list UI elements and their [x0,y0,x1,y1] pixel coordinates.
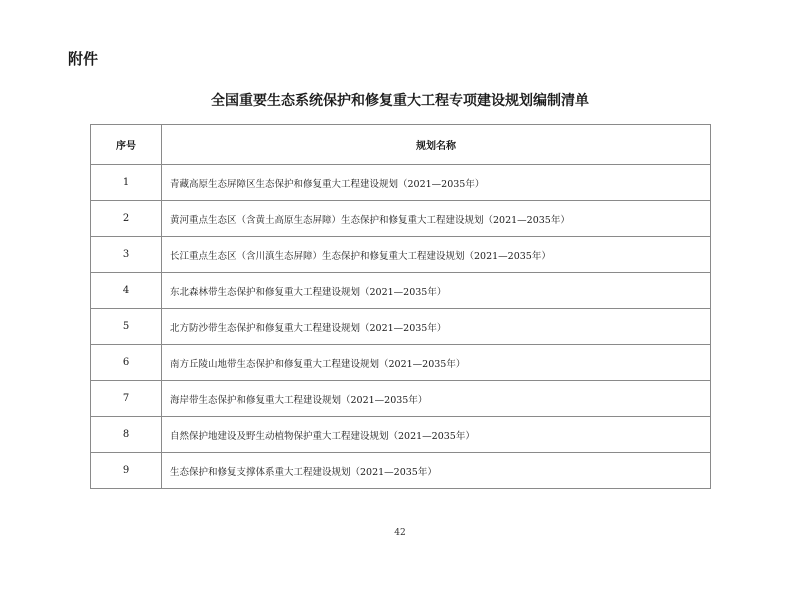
row-plan-name: 长江重点生态区（含川滇生态屏障）生态保护和修复重大工程建设规划（2021—2035年） [162,237,711,273]
table-row [91,345,711,381]
table-row [91,309,711,345]
table-row [91,165,711,201]
header-plan-name: 规划名称 [162,125,711,165]
table-header-row [91,125,711,165]
table-row [91,237,711,273]
row-plan-name: 东北森林带生态保护和修复重大工程建设规划（2021—2035年） [162,273,711,309]
attachment-label: 附件 [68,50,99,68]
row-serial-number: 9 [91,453,162,489]
row-plan-name: 黄河重点生态区（含黄土高原生态屏障）生态保护和修复重大工程建设规划（2021—2035年） [162,201,711,237]
document-title: 全国重要生态系统保护和修复重大工程专项建设规划编制清单 [211,93,589,109]
row-plan-name: 海岸带生态保护和修复重大工程建设规划（2021—2035年） [162,381,711,417]
row-serial-number: 6 [91,345,162,381]
row-serial-number: 3 [91,237,162,273]
table-row [91,417,711,453]
plan-list-table [90,124,711,489]
row-plan-name: 青藏高原生态屏障区生态保护和修复重大工程建设规划（2021—2035年） [162,165,711,201]
table-row [91,453,711,489]
table-row [91,201,711,237]
row-serial-number: 2 [91,201,162,237]
row-serial-number: 4 [91,273,162,309]
row-serial-number: 8 [91,417,162,453]
row-plan-name: 生态保护和修复支撑体系重大工程建设规划（2021—2035年） [162,453,711,489]
table-row [91,381,711,417]
header-serial-number: 序号 [91,125,162,165]
table-row [91,273,711,309]
row-plan-name: 自然保护地建设及野生动植物保护重大工程建设规划（2021—2035年） [162,417,711,453]
row-plan-name: 北方防沙带生态保护和修复重大工程建设规划（2021—2035年） [162,309,711,345]
row-serial-number: 1 [91,165,162,201]
page-number: 42 [394,528,406,538]
row-plan-name: 南方丘陵山地带生态保护和修复重大工程建设规划（2021—2035年） [162,345,711,381]
row-serial-number: 5 [91,309,162,345]
row-serial-number: 7 [91,381,162,417]
